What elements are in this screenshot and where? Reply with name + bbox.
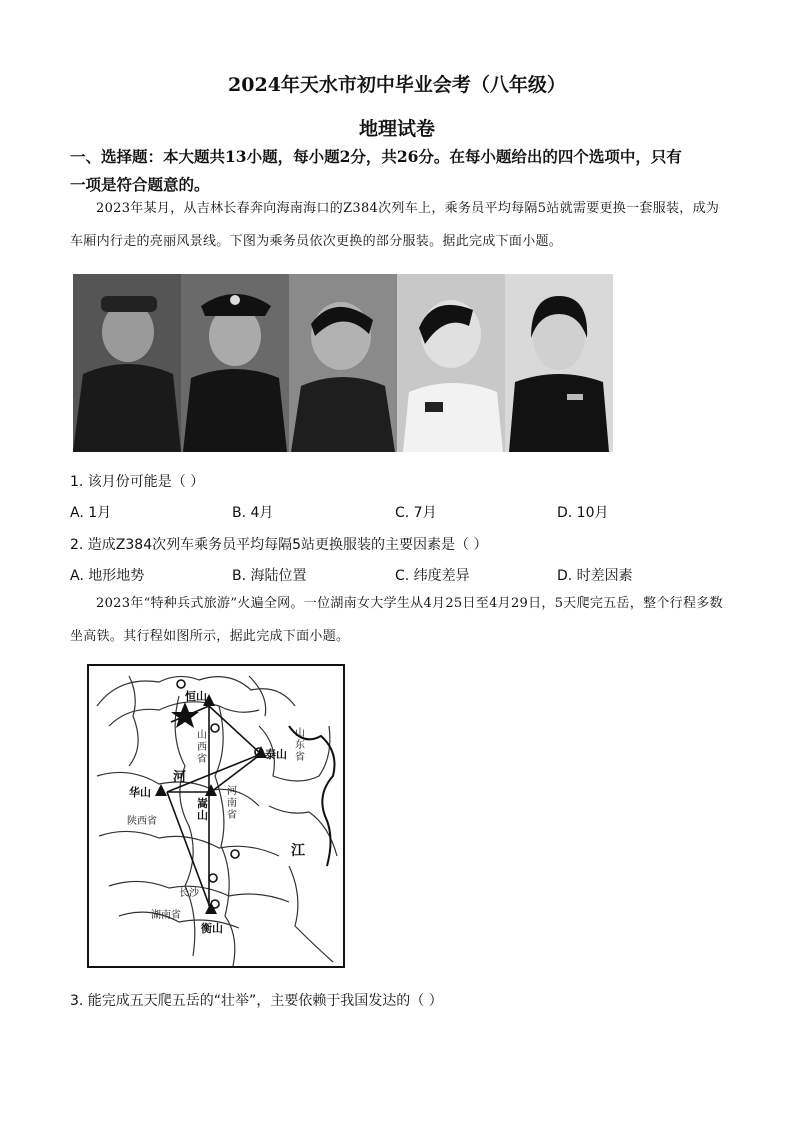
page-title: 2024年天水市初中毕业会考（八年级） xyxy=(228,74,566,96)
question-3-stem: 3. 能完成五天爬五岳的“壮举”，主要依赖于我国发达的（ ） xyxy=(70,993,443,1009)
question-2-option-c[interactable]: C. 纬度差异 xyxy=(395,568,470,584)
question-2-stem: 2. 造成Z384次列车乘务员平均每隔5站更换服装的主要因素是（ ） xyxy=(70,537,488,553)
map-label-hengshan-north: 恒山 xyxy=(185,690,207,703)
question-2-option-b[interactable]: B. 海陆位置 xyxy=(232,568,307,584)
section-heading xyxy=(70,143,730,199)
question-2-option-a[interactable]: A. 地形地势 xyxy=(70,568,145,584)
map-label-huashan: 华山 xyxy=(129,786,151,799)
map-label-jiang: 江 xyxy=(291,843,305,859)
section-heading-line1: 一、选择题：本大题共13小题，每小题2分，共26分。在每小题给出的四个选项中，只有 xyxy=(70,147,682,166)
question-1-option-a[interactable]: A. 1月 xyxy=(70,505,112,521)
question-1-option-d[interactable]: D. 10月 xyxy=(557,505,609,521)
map-label-taishan: 泰山 xyxy=(265,748,287,761)
map-label-shanxi: 山西省 xyxy=(197,730,207,765)
map-label-shaanxi: 陕西省 xyxy=(127,816,157,827)
map-label-hunan: 湖南省 xyxy=(151,910,181,921)
question-1-stem: 1. 该月份可能是（ ） xyxy=(70,474,205,490)
route-map xyxy=(87,664,345,968)
uniforms-photo xyxy=(73,274,613,452)
map-label-changsha: 长沙 xyxy=(179,888,199,899)
passage-2: 2023年“特种兵式旅游”火遍全网。一位湖南女大学生从4月25日至4月29日，5天爬完五岳，整个行程多数坐高铁。其行程如图所示，据此完成下面小题。 xyxy=(70,596,723,644)
map-label-hengshan-south: 衡山 xyxy=(201,922,223,935)
question-1-option-c[interactable]: C. 7月 xyxy=(395,505,437,521)
question-2-option-d[interactable]: D. 时差因素 xyxy=(557,568,633,584)
passage-1: 2023年某月，从吉林长春奔向海南海口的Z384次列车上，乘务员平均每隔5站就需要更换一套服装，成为车厢内行走的亮丽风景线。下图为乘务员依次更换的部分服装。据此完成下面小题。 xyxy=(70,201,720,249)
map-label-henan: 河南省 xyxy=(227,786,237,821)
map-label-shandong: 山东省 xyxy=(295,728,305,763)
question-1-option-b[interactable]: B. 4月 xyxy=(232,505,274,521)
page-subtitle: 地理试卷 xyxy=(358,118,435,140)
section-heading-line2: 一项是符合题意的。 xyxy=(70,175,210,194)
map-label-songshan: 嵩山 xyxy=(197,797,208,822)
uniforms-photo-drawing xyxy=(73,274,613,452)
map-label-hebei: 河 xyxy=(173,770,187,785)
